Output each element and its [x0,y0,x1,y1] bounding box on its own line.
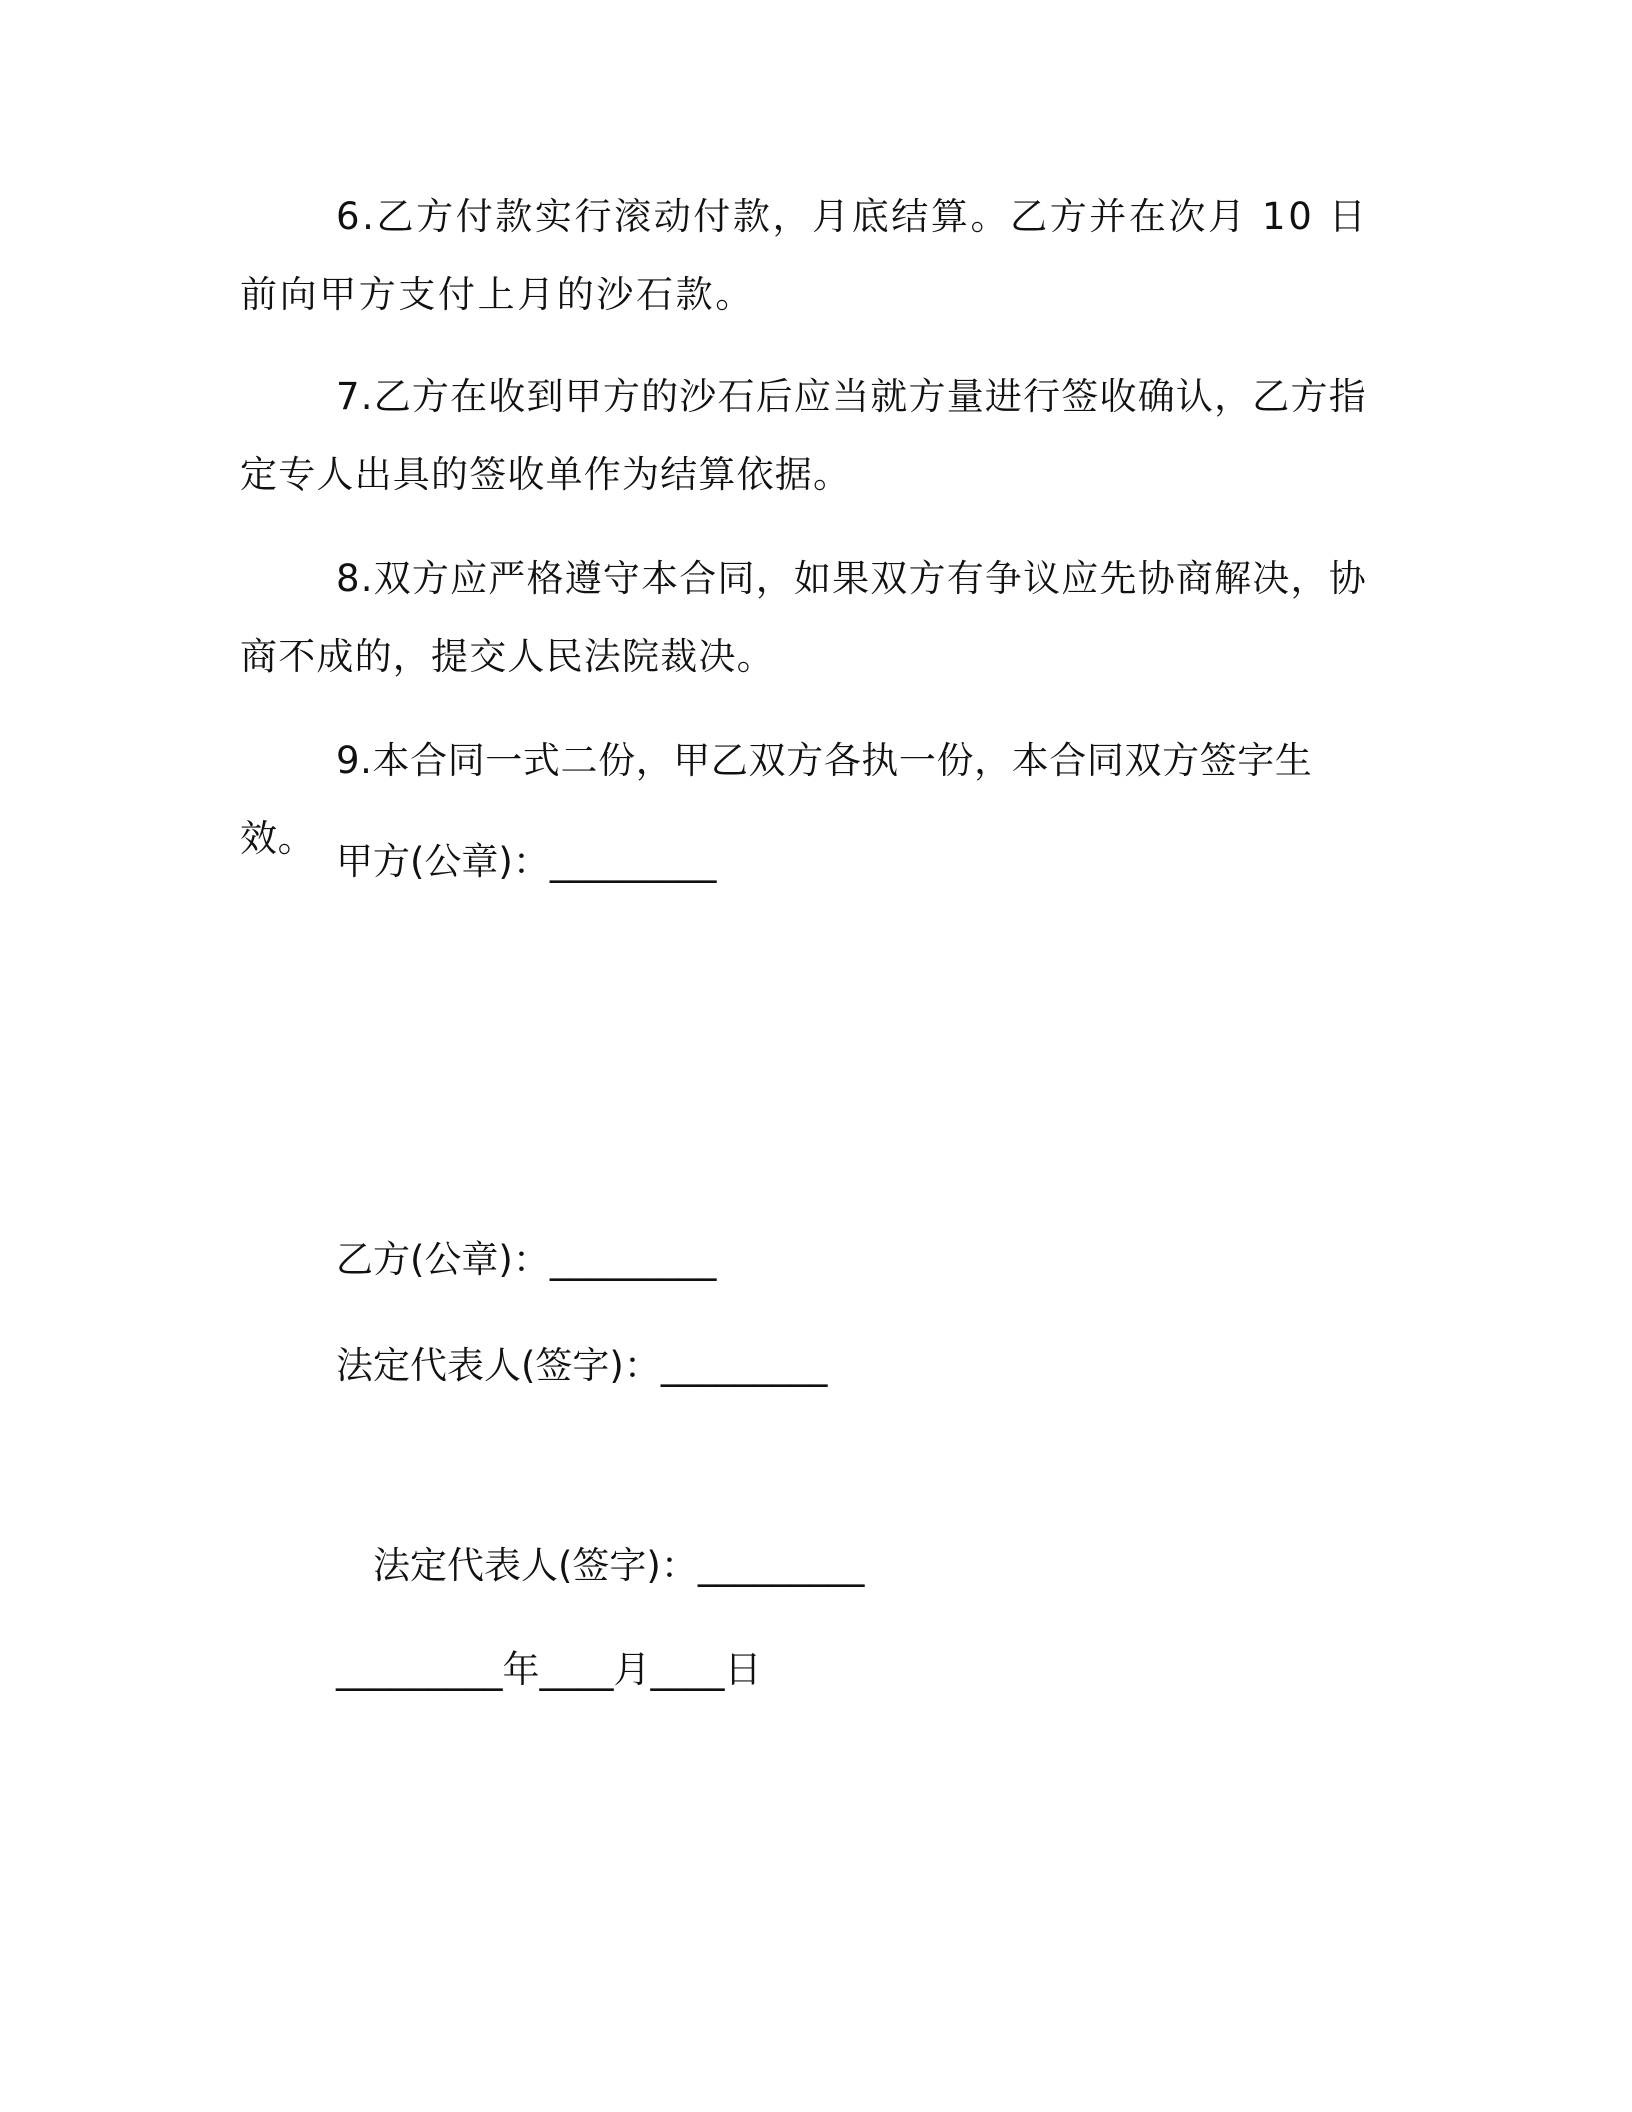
legal-representative-signature-line: 法定代表人(签字)：_________ [336,1344,828,1387]
date-line: _________年____月____日 [336,1648,762,1691]
clause-6: 6.乙方付款实行滚动付款，月底结算。乙方并在次月 10 日前向甲方支付上月的沙石款。 [240,195,1369,316]
clause-8: 8.双方应严格遵守本合同，如果双方有争议应先协商解决，协商不成的，提交人民法院裁决。 [240,557,1367,678]
party-a-seal-line: 甲方(公章)：_________ [336,840,717,883]
clause-9: 9.本合同一式二份，甲乙双方各执一份，本合同双方签字生效。 [240,739,1313,860]
clause-7: 7.乙方在收到甲方的沙石后应当就方量进行签收确认，乙方指定专人出具的签收单作为结算依据。 [240,375,1367,496]
party-b-seal-line: 乙方(公章)：_________ [336,1238,717,1281]
legal-representative-signature-line-2: 法定代表人(签字)：_________ [373,1544,865,1587]
